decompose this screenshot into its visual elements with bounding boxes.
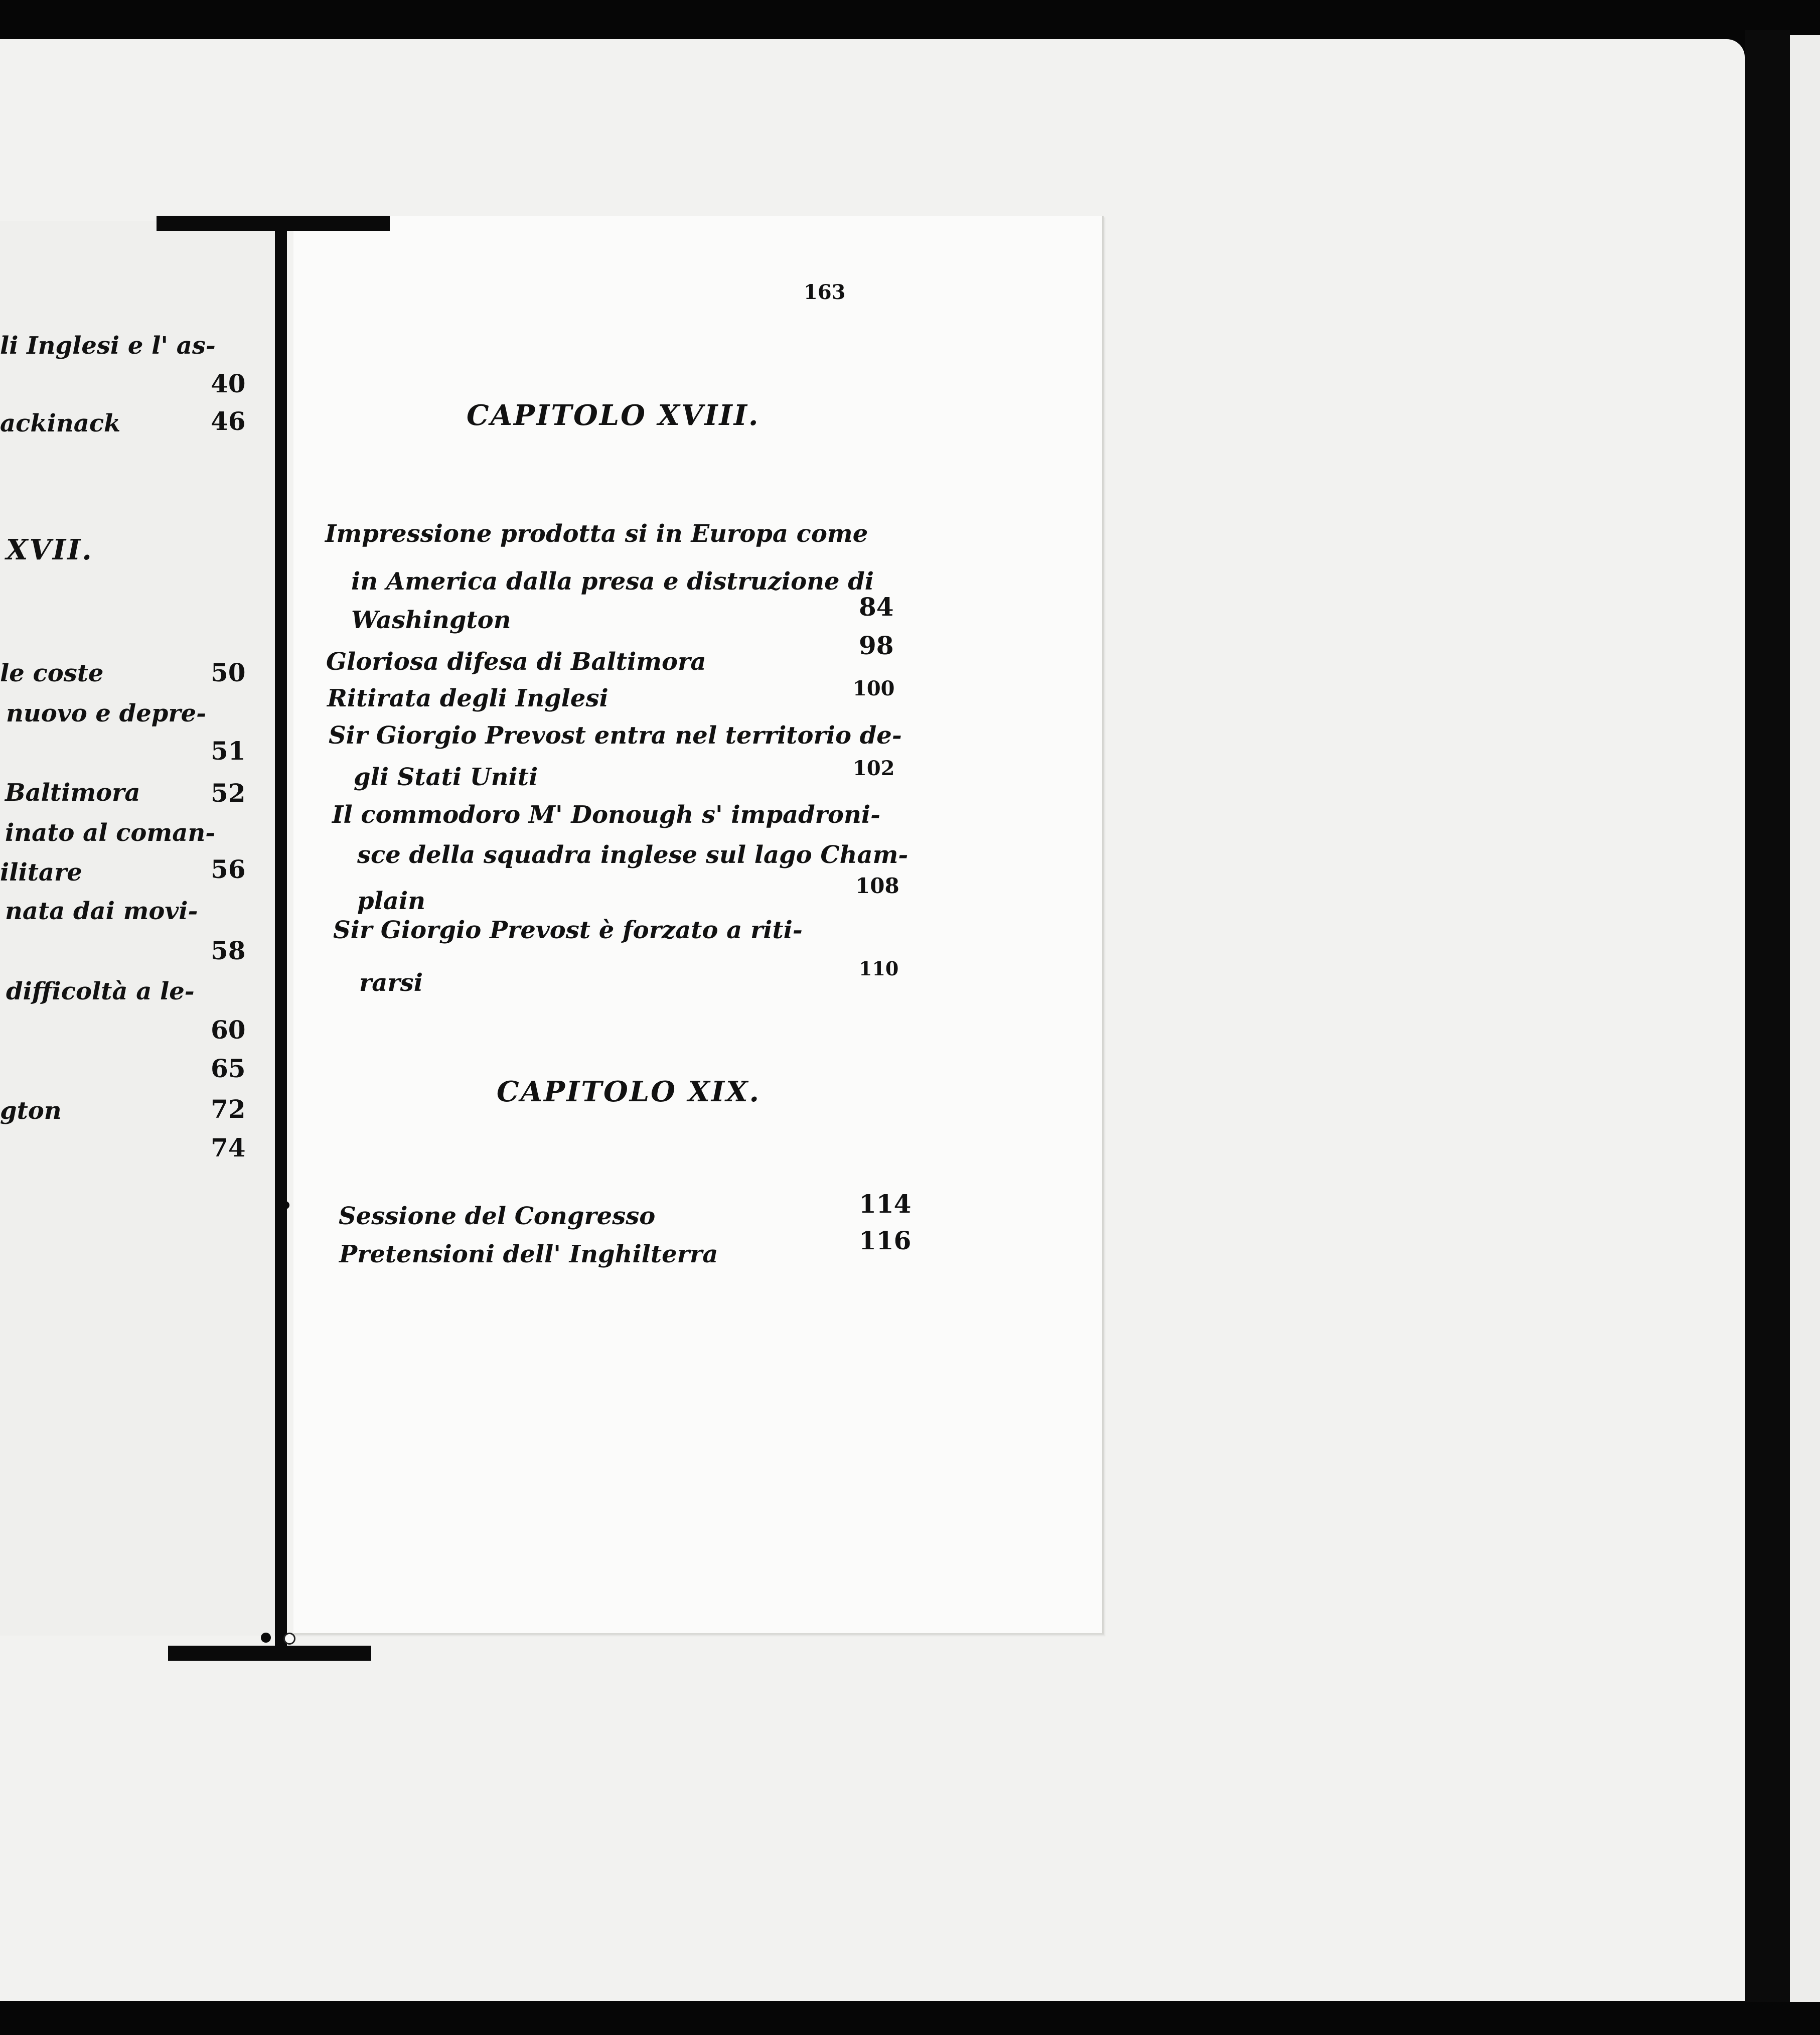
left-page-number: 46 (211, 406, 246, 436)
left-line: nuovo e depre- (6, 699, 207, 728)
left-line: Baltimora (5, 779, 140, 807)
left-page-number: 60 (211, 1015, 246, 1045)
left-line: difficoltà a le- (6, 977, 195, 1005)
toc-page-number: 110 (859, 957, 899, 980)
left-page-number: 65 (211, 1054, 246, 1083)
clamp-top-bar (157, 216, 390, 231)
left-line: ilitare (0, 858, 82, 887)
toc-entry-line: Sessione del Congresso (339, 1202, 656, 1230)
clamp-bottom-bar (168, 1646, 371, 1661)
toc-entry-line: rarsi (359, 969, 423, 997)
toc-page-number: 98 (859, 631, 894, 660)
chapter-xix-heading: CAPITOLO XIX. (497, 1075, 761, 1108)
gutter-shadow (1745, 30, 1790, 2002)
toc-entry-line: Gloriosa difesa di Baltimora (326, 648, 706, 676)
toc-entry-line: Washington (351, 606, 511, 634)
clamp-knob (283, 1633, 295, 1645)
toc-page-number: 84 (859, 592, 894, 622)
left-page-number: 40 (211, 369, 246, 398)
toc-entry-line: Impressione prodotta si in Europa come (325, 520, 868, 548)
toc-entry-line: plain (357, 887, 426, 915)
toc-page-number: 100 (853, 677, 895, 700)
left-page-number: 56 (211, 854, 246, 884)
toc-entry-line: sce della squadra inglese sul lago Cham- (357, 841, 908, 869)
left-page-number: 72 (211, 1094, 246, 1124)
left-line: le coste (0, 659, 104, 687)
left-page-number: 58 (211, 936, 246, 965)
adjacent-page-strip (1790, 35, 1820, 2002)
left-page-number: 74 (211, 1133, 246, 1162)
left-line: gton (0, 1097, 62, 1125)
left-line: ackinack (0, 409, 121, 438)
clamp-knob (261, 1633, 271, 1643)
left-page-number: 51 (211, 736, 246, 766)
page-number: 163 (804, 280, 846, 304)
clamp-knob (281, 1201, 289, 1209)
left-page-number: 52 (211, 778, 246, 808)
clamp-vertical-bar (275, 228, 287, 1648)
toc-entry-line: in America dalla presa e distruzione di (351, 567, 874, 596)
left-line: li Inglesi e l' as- (0, 332, 216, 360)
toc-entry-line: gli Stati Uniti (354, 763, 538, 791)
toc-entry-line: Il commodoro M' Donough s' impadroni- (332, 801, 881, 829)
left-line: nata dai movi- (5, 897, 198, 925)
left-page-number: 50 (211, 658, 246, 687)
toc-entry-line: Pretensioni dell' Inghilterra (339, 1240, 718, 1268)
toc-page-number: 116 (859, 1226, 912, 1255)
left-chapter-heading: XVII. (6, 533, 93, 566)
toc-page-number: 108 (855, 874, 899, 898)
toc-entry-line: Sir Giorgio Prevost è forzato a riti- (333, 916, 803, 944)
toc-entry-line: Ritirata degli Inglesi (327, 684, 609, 712)
chapter-xviii-heading: CAPITOLO XVIII. (467, 399, 760, 432)
toc-page-number: 114 (859, 1189, 912, 1219)
left-line: inato al coman- (5, 819, 216, 847)
toc-page-number: 102 (853, 757, 895, 780)
toc-entry-line: Sir Giorgio Prevost entra nel territorio de- (329, 721, 902, 750)
